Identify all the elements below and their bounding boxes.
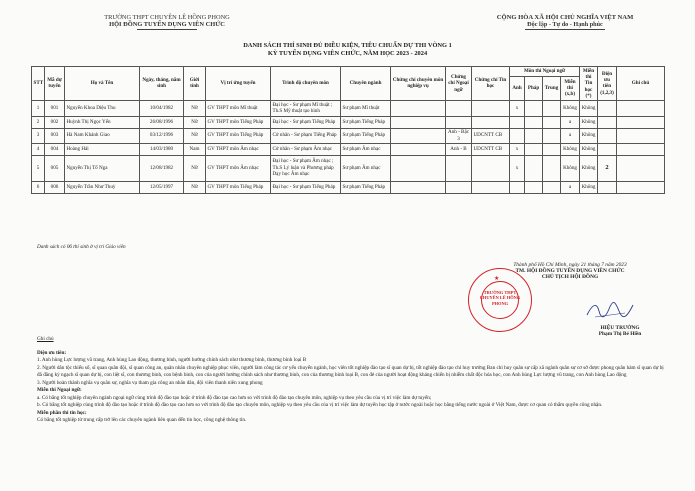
cell-exempt-it: Không [580,116,598,128]
cell-note [617,143,665,155]
cell-priority [598,128,617,143]
cell-fr [525,155,543,181]
council-name: HỘI ĐỒNG TUYỂN DỤNG VIÊN CHỨC [109,21,225,28]
priority-title: Diện ưu tiên: [37,349,67,356]
cell-exempt-it: Không [580,128,598,143]
cell-exempt-fl: Không [561,155,580,181]
cell-note [617,100,665,116]
cell-cn [543,155,561,181]
cell-dob: 12/08/1982 [140,155,184,181]
cell-priority [598,143,617,155]
nation-header [480,14,650,30]
col-cn: Trung [543,76,561,100]
cell-it-cert [472,155,510,181]
cell-name: Nguyễn Trần Như Thuỳ [65,181,140,193]
cell-exempt-it: Không [580,100,598,116]
cell-lang-cert: Anh - Bậc 3 [446,128,472,143]
sign-role-principal: HIỆU TRƯỞNG [600,325,640,331]
cell-lang-cert [446,181,472,193]
signer-name: Phạm Thị Bé Hiền [598,331,642,337]
motto-rule [525,29,605,30]
cell-code: 003 [45,128,65,143]
cell-code: 004 [45,143,65,155]
cell-fr [525,128,543,143]
it-exempt-text: Có bằng tốt nghiệp từ trung cấp trở lên các chuyên ngành liên quan đến tin học, công nghệ thông tin. [37,417,247,424]
nation-motto: Độc lập - Tự do - Hạnh phúc [527,21,603,28]
cell-lang-cert [446,116,472,128]
cell-en: x [510,100,525,116]
col-cert: Chứng chỉ chuyên môn nghiệp vụ [391,67,446,101]
cell-cert [391,128,446,143]
col-priority: Điện ưu tiên (1,2,3) [598,67,617,101]
cell-fr [525,116,543,128]
cell-cn [543,181,561,193]
cell-it-cert [472,181,510,193]
col-name: Họ và Tên [65,67,140,101]
sign-role-chair: CHỦ TỊCH HỘI ĐỒNG [541,274,599,280]
sign-role-council: TM. HỘI ĐỒNG TUYỂN DỤNG VIÊN CHỨC [515,268,625,274]
cell-it-cert: UDCNTT CB [472,128,510,143]
cell-it-cert: UDCNTT CB [472,143,510,155]
cell-position: GV THPT môn Tiếng Pháp [206,116,271,128]
col-lang-cert: Chứng chỉ Ngoại ngữ [446,67,472,101]
cell-stt: 5 [32,155,45,181]
sign-date: Thành phố Hồ Chí Minh, ngày 21 tháng 7 năm 2023 [513,262,627,268]
col-position: Vị trí ứng tuyển [206,67,271,101]
cell-major: Sư phạm Âm nhạc [341,155,391,181]
header-rule [137,29,197,30]
cell-code: 006 [45,181,65,193]
cell-lang-cert: Anh - B [446,143,472,155]
document-title: DANH SÁCH THÍ SINH ĐỦ ĐIỀU KIỆN, TIÊU CHUẨN DỰ THI VÒNG 1 [243,42,452,49]
notes-heading: Ghi chú [37,336,54,342]
cell-major: Sư phạm Tiếng Pháp [341,116,391,128]
cell-position: GV THPT môn Tiếng Pháp [206,128,271,143]
col-note: Ghi chú [617,67,665,101]
table-row [32,116,665,128]
cell-gender: Nam [184,143,206,155]
cell-major: Sư phạm Tiếng Pháp [341,181,391,193]
table-row [32,181,665,193]
table-row [32,100,665,116]
cell-major: Sư phạm Mĩ thuật [341,100,391,116]
cell-note [617,128,665,143]
cell-position: GV THPT môn Mĩ thuật [206,100,271,116]
priority-1: 1. Anh hùng Lực lượng vũ trang, Anh hùng Lao động, thương binh, người hưởng chính sách như thương binh, thương binh loại B [37,357,307,364]
cell-en [510,116,525,128]
cell-exempt-fl: a [561,116,580,128]
school-name: TRƯỜNG THPT CHUYÊN LÊ HỒNG PHONG [104,14,230,21]
cell-fr [525,143,543,155]
cell-cert [391,143,446,155]
col-stt: STT [32,67,45,101]
cell-exempt-fl: Không [561,143,580,155]
col-it-cert: Chứng chỉ Tin học [472,67,510,101]
cell-degree: Cử nhân - Sư phạm Âm nhạc [271,143,341,155]
col-degree: Trình độ chuyên môn [271,67,341,101]
table-row [32,128,665,143]
cell-exempt-fl: a [561,128,580,143]
cell-stt: 1 [32,100,45,116]
cell-name: Nguyễn Thị Tố Nga [65,155,140,181]
cell-lang-cert [446,100,472,116]
school-header [92,14,242,30]
table-row [32,155,665,181]
table-row [32,143,665,155]
cell-it-cert [472,100,510,116]
cell-degree: Đại học - Sư phạm Tiếng Pháp [271,116,341,128]
cell-cert [391,116,446,128]
foreign-exempt-title: Miễn thi Ngoại ngữ: [37,387,82,394]
cell-en [510,181,525,193]
cell-dob: 03/12/1996 [140,128,184,143]
cell-name: Hà Nam Khánh Giao [65,128,140,143]
notes-section [37,336,667,425]
cell-exempt-fl: Không [561,100,580,116]
priority-3: 3. Người hoàn thành nghĩa vụ quân sự, nghĩa vụ tham gia công an nhân dân, đội viên thanh niên xung phong [37,379,263,386]
cell-position: GV THPT môn Âm nhạc [206,143,271,155]
cell-cn [543,100,561,116]
col-fr: Pháp [525,76,543,100]
handwritten-signature-icon [585,299,635,321]
col-code: Mã dự tuyển [45,67,65,101]
cell-stt: 6 [32,181,45,193]
cell-priority [598,181,617,193]
nation-name: CỘNG HÒA XÃ HỘI CHỦ NGHĨA VIỆT NAM [496,14,634,21]
cell-position: GV THPT môn Tiếng Pháp [206,181,271,193]
cell-name: Hoàng Hải [65,143,140,155]
candidate-count-note: Danh sách có 06 thí sinh ở vị trí Giáo viên [37,244,126,250]
cell-code: 005 [45,155,65,181]
col-gender: Giới tính [184,67,206,101]
cell-code: 001 [45,100,65,116]
cell-priority [598,100,617,116]
cell-note [617,181,665,193]
document-subtitle: KỲ TUYỂN DỤNG VIÊN CHỨC, NĂM HỌC 2023 - 2024 [267,50,428,57]
col-major: Chuyên ngành [341,67,391,101]
cell-lang-cert [446,155,472,181]
cell-cert [391,100,446,116]
cell-en [510,128,525,143]
cell-priority: 2 [598,155,617,181]
cell-gender: Nữ [184,155,206,181]
cell-cert [391,181,446,193]
cell-exempt-it: Không [580,143,598,155]
cell-degree: Đại học - Sư phạm Âm nhạc ; Th.S Lý luận và Phương pháp Dạy học Âm nhạc [271,155,341,181]
cell-fr [525,100,543,116]
cell-code: 002 [45,116,65,128]
cell-name: Nguyễn Khoa Diệu Thu [65,100,140,116]
cell-position: GV THPT môn Âm nhạc [206,155,271,181]
cell-exempt-it: Không [580,181,598,193]
cell-exempt-it: Không [580,155,598,181]
foreign-exempt-a: a. Có bằng tốt nghiệp chuyên ngành ngoại ngữ cùng trình độ đào tạo hoặc ở trình độ đào tạo cao hơn so với trình độ đào tạo chuyên môn, nghiệp vụ theo yêu cầu của vị trí việc làm dự tuyển; [37,394,432,401]
cell-gender: Nữ [184,116,206,128]
cell-en: x [510,143,525,155]
col-exempt-fl: Miễn thi (x,b) [561,76,580,100]
cell-stt: 2 [32,116,45,128]
cell-major: Sư phạm Tiếng Pháp [341,128,391,143]
cell-degree: Cử nhân - Sư phạm Tiếng Pháp [271,128,341,143]
cell-major: Sư phạm Âm nhạc [341,143,391,155]
cell-gender: Nữ [184,100,206,116]
col-dob: Ngày, tháng, năm sinh [140,67,184,101]
cell-cn [543,116,561,128]
cell-it-cert [472,116,510,128]
cell-exempt-fl: a [561,181,580,193]
cell-dob: 10/04/1982 [140,100,184,116]
cell-cert [391,155,446,181]
candidate-table [31,66,665,194]
it-exempt-title: Miễn phần thi tin học: [37,409,87,416]
cell-note [617,116,665,128]
cell-gender: Nữ [184,181,206,193]
cell-fr [525,181,543,193]
cell-dob: 12/05/1997 [140,181,184,193]
cell-degree: Đại học - Sư phạm Mĩ thuật ; Th.S Mỹ thuật tạo hình [271,100,341,116]
cell-stt: 4 [32,143,45,155]
cell-dob: 26/08/1996 [140,116,184,128]
cell-degree: Đại học - Sư phạm Tiếng Pháp [271,181,341,193]
col-en: Anh [510,76,525,100]
cell-gender: Nữ [184,128,206,143]
cell-en: x [510,155,525,181]
cell-note [617,155,665,181]
priority-2: 2. Người dân tộc thiểu số, sĩ quan quân đội, sĩ quan công an, quân nhân chuyên nghiệp phục viên, người làm công tác cơ yếu chuyển ngành, học viên tốt nghiệp đào tạo sĩ quan dự bị, tốt nghiệp đào tạo chỉ huy trưởng Ban chỉ huy quân sự cấp xã ngành quân sự cơ sở được phong quân hàm sĩ quan dự bị đã đăng ký ngạch sĩ quan dự bị, con liệt sĩ, con thương binh, con bệnh binh, con của người hưởng chính sách như thương binh, con của thương binh loại B, con đẻ của người hoạt động kháng chiến bị nhiễm chất độc hóa học, con Anh hùng Lực lượng vũ trang, con Anh hùng Lao động [37,364,664,379]
cell-cn [543,143,561,155]
col-foreign-group: Môn thi Ngoại ngữ [510,67,580,77]
cell-stt: 3 [32,128,45,143]
stamp-text: TRƯỜNG THPT CHUYÊN LÊ HỒNG PHONG [479,290,521,306]
cell-priority [598,116,617,128]
cell-dob: 14/03/1980 [140,143,184,155]
foreign-exempt-b: b. Có bằng tốt nghiệp cùng trình độ đào tạo hoặc ở trình độ đào tạo cao hơn so với trình độ đào tạo chuyên môn, nghiệp vụ theo yêu cầu của vị trí việc làm dự tuyển học tập ở nước ngoài hoặc học bằng tiếng nước ngoài ở Việt Nam, được cơ quan có thẩm quyền công nhận. [37,402,603,409]
cell-name: Huỳnh Thị Ngọc Yến [65,116,140,128]
cell-cn [543,128,561,143]
col-exempt-it: Miễn thi Tin học (*) [580,67,598,101]
